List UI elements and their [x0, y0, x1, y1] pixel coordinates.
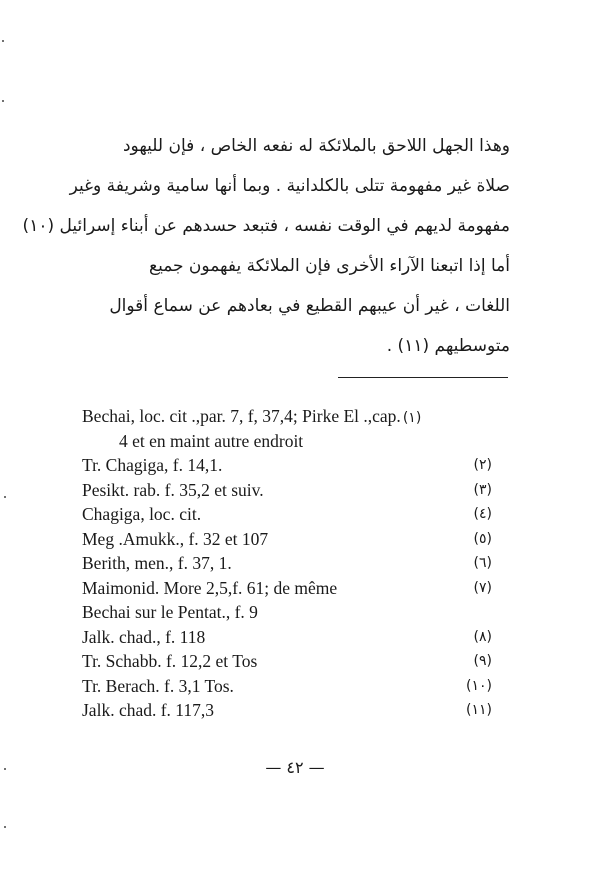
arabic-line: متوسطيهم (١١) .: [386, 336, 510, 356]
scan-speck: [2, 100, 4, 102]
footnote-text: Berith, men., f. 37, 1.: [82, 553, 232, 573]
page-number: — ٤٢ —: [265, 758, 325, 777]
footnote-text: Meg .Amukk., f. 32 et 107: [82, 528, 269, 549]
footnote-text: Tr. Berach. f. 3,1 Tos.: [82, 675, 234, 696]
footnote-text: Chagiga, loc. cit.: [82, 504, 202, 524]
footnote-number: (٦): [473, 555, 492, 571]
footnote-text: Tr. Schabb. f. 12,2 et Tos: [82, 651, 258, 671]
footnote-number: (١): [402, 410, 422, 426]
footnote: [82, 576, 502, 601]
arabic-body-text: [22, 126, 510, 366]
footnote-text: Bechai sur le Pentat., f. 9: [82, 602, 258, 622]
footnote: [82, 625, 502, 650]
footnotes: [82, 404, 502, 723]
footnote: [82, 698, 502, 723]
footnote-number: (٣): [473, 481, 492, 498]
footnote-text: Maimonid. More 2,5,f. 61; de même: [82, 577, 338, 598]
footnote: [82, 404, 502, 429]
scan-speck: [2, 40, 4, 42]
arabic-line: مفهومة لديهم في الوقت نفسه ، فتبعد حسدهم عن أبناء إسرائيل (١٠): [22, 216, 510, 236]
footnote-continuation: [82, 600, 502, 625]
footnote-number: (٨): [473, 628, 492, 645]
footnote-text: Tr. Chagiga, f. 14,1.: [82, 455, 223, 475]
footnote-text: Pesikt. rab. f. 35,2 et suiv.: [82, 479, 264, 500]
footnote-number: (٥): [473, 530, 492, 547]
footnote-number: (٧): [473, 579, 492, 596]
footnote: [82, 551, 502, 576]
arabic-line: صلاة غير مفهومة تتلى بالكلدانية . وبما أنها سامية وشريفة وغير: [69, 176, 510, 196]
scan-speck: [4, 826, 6, 828]
footnote: [82, 649, 502, 674]
arabic-line: اللغات ، غير أن عيبهم القطيع في بعادهم عن سماع أقوال: [109, 296, 510, 316]
footnote-separator: [338, 377, 508, 378]
footnote: [82, 674, 502, 699]
footnote-text: Jalk. chad. f. 117,3: [82, 700, 215, 720]
footnote: [82, 478, 502, 503]
arabic-line: وهذا الجهل اللاحق بالملائكة له نفعه الخاص ، فإن لليهود: [122, 136, 510, 156]
footnote-text: Jalk. chad., f. 118: [82, 626, 206, 647]
arabic-line: أما إذا اتبعنا الآراء الأخرى فإن الملائكة يفهمون جميع: [149, 256, 510, 276]
footnote: [82, 453, 502, 478]
footnote-continuation: [82, 429, 502, 454]
scan-speck: [4, 496, 6, 498]
footnote-number: (١١): [466, 702, 492, 718]
scan-speck: [4, 768, 6, 770]
footnote-text: Bechai, loc. cit .,par. 7, f, 37,4; Pirke El .,cap.: [82, 406, 401, 426]
footnote-number: (٢): [473, 457, 492, 473]
footnote-number: (١٠): [466, 677, 492, 694]
footnote-number: (٩): [473, 653, 492, 669]
footnote: [82, 502, 502, 527]
footnote-text: 4 et en maint autre endroit: [119, 430, 304, 451]
footnote: [82, 527, 502, 552]
footnote-number: (٤): [473, 506, 492, 522]
